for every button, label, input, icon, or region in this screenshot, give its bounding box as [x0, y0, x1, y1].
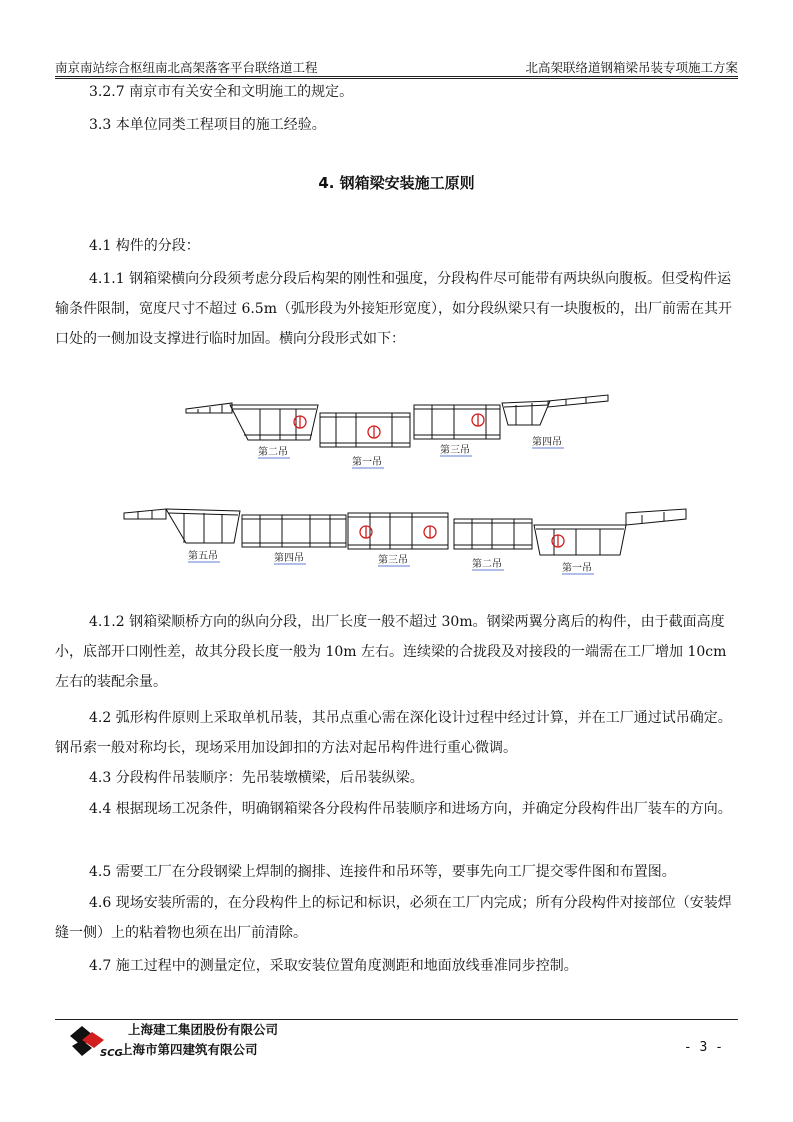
header-document-title: 北高架联络道钢箱梁吊装专项施工方案	[525, 60, 738, 75]
row1-label-lift-2: 第二吊	[258, 447, 288, 458]
row1-label-lift-1: 第一吊	[352, 457, 382, 468]
row2-label-lift-5: 第五吊	[188, 551, 218, 562]
row2-segment-left-wing	[124, 509, 166, 519]
header-rule	[55, 76, 738, 77]
clause-3-3: 3.3 本单位同类工程项目的施工经验。	[89, 117, 326, 133]
clause-4-1: 4.1 构件的分段：	[89, 238, 200, 254]
row1-segment-3	[414, 405, 500, 439]
row1-segment-4	[502, 401, 550, 425]
clause-4-6: 4.6 现场安装所需的，在分段构件上的标记和标识，必须在工厂内完成；所有分段构件对接部位（安装焊缝一侧）上的粘着物也须在出厂前清除。	[55, 895, 732, 941]
row2-label-lift-1: 第一吊	[562, 563, 592, 574]
clause-3-2-7: 3.2.7 南京市有关安全和文明施工的规定。	[89, 84, 354, 100]
footer-company-1: 上海建工集团股份有限公司	[128, 1022, 279, 1037]
row2-label-lift-2: 第二吊	[472, 559, 502, 570]
row2-segment-4	[242, 515, 346, 547]
row2-segment-5	[166, 509, 240, 543]
row1-segment-1	[320, 413, 410, 447]
clause-4-5: 4.5 需要工厂在分段钢梁上焊制的搁排、连接件和吊环等，要事先向工厂提交零件图和布置图。	[89, 864, 676, 880]
clause-4-7: 4.7 施工过程中的测量定位，采取安装位置角度测距和地面放线垂准同步控制。	[89, 958, 578, 974]
scg-logo	[68, 1022, 126, 1058]
clause-4-3: 4.3 分段构件吊装顺序：先吊装墩横梁，后吊装纵梁。	[89, 770, 424, 786]
footer-company-2: 上海市第四建筑有限公司	[120, 1042, 258, 1057]
clause-4-1-1: 4.1.1 钢箱梁横向分段须考虑分段后构架的刚性和强度，分段构件尽可能带有两块纵向腹板。但受构件运输条件限制，宽度尺寸不超过 6.5m（弧形段为外接矩形宽度），如分段纵梁只有一块腹板的，出厂前需在其开口处的一侧加设支撑进行临时加固。横向分段形式如下：	[55, 271, 732, 347]
row2-segment-2	[454, 519, 532, 549]
row1-segment-2	[230, 405, 318, 440]
clause-4-2: 4.2 弧形构件原则上采取单机吊装，其吊点重心需在深化设计过程中经过计算，并在工厂通过试吊确定。钢吊索一般对称均长，现场采用加设卸扣的方法对起吊构件进行重心微调。	[55, 710, 732, 756]
row1-segment-right-wing	[548, 395, 608, 407]
row1-label-lift-4: 第四吊	[532, 437, 562, 448]
row1-label-lift-3: 第三吊	[440, 445, 470, 456]
clause-4-1-2: 4.1.2 钢箱梁顺桥方向的纵向分段，出厂长度一般不超过 30m。钢梁两翼分离后的构件，由于截面高度小，底部开口刚性差，故其分段长度一般为 10m 左右。连续梁的合拢段及对接段的一端需在工厂增加 10cm 左右的装配余量。	[55, 614, 727, 690]
row2-label-lift-3: 第三吊	[378, 555, 408, 566]
page-header	[55, 58, 738, 76]
row1-segment-left-wing	[186, 403, 232, 413]
page-number: - 3 -	[683, 1040, 723, 1055]
segmentation-figure	[120, 385, 750, 585]
section-heading-4: 4. 钢箱梁安装施工原则	[318, 174, 475, 192]
row2-segment-1	[534, 525, 626, 555]
clause-4-4: 4.4 根据现场工况条件，明确钢箱梁各分段构件吊装顺序和进场方向，并确定分段构件出厂装车的方向。	[89, 801, 732, 817]
header-project-title: 南京南站综合枢纽南北高架落客平台联络道工程	[55, 60, 318, 75]
row2-label-lift-4: 第四吊	[274, 553, 304, 564]
scg-logo-text: SCG	[100, 1048, 123, 1058]
row2-segment-right-wing	[626, 509, 686, 525]
row2-segment-3	[348, 513, 448, 549]
